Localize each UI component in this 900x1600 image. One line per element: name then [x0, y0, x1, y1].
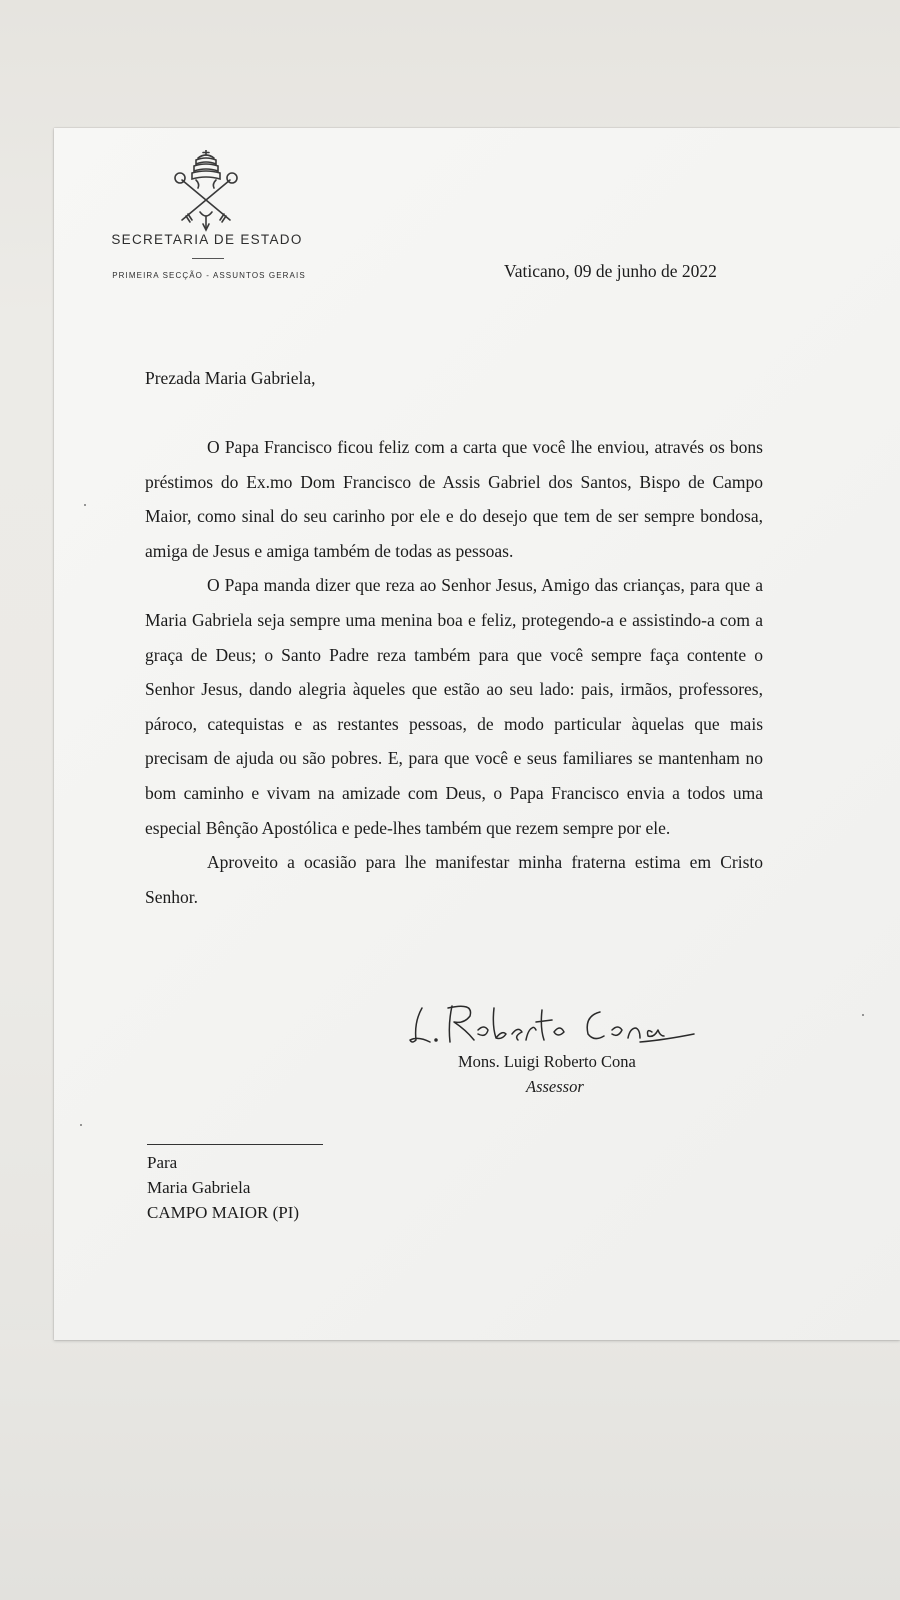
letterhead-divider	[192, 258, 224, 259]
papal-coat-of-arms-icon	[170, 150, 242, 232]
paragraph-1: O Papa Francisco ficou feliz com a carta que você lhe enviou, através os bons préstimos do Ex.mo Dom Francisco de Assis Gabriel dos Santos, Bispo de Campo Maior, como sinal do seu carinho por ele e do desejo que tem de ser sempre bondosa, amiga de Jesus e amiga também de todas as pessoas.	[145, 437, 763, 561]
letterhead-section: PRIMEIRA SECÇÃO - ASSUNTOS GERAIS	[112, 271, 306, 280]
recipient-block	[147, 1150, 299, 1225]
letter-body	[145, 430, 763, 914]
handwritten-signature	[408, 1000, 698, 1060]
paragraph-3: Aproveito a ocasião para lhe manifestar minha fraterna estima em Cristo Senhor.	[145, 852, 763, 907]
paper-speck	[80, 1124, 82, 1126]
table-surface	[0, 1330, 900, 1600]
paper-speck	[862, 1014, 864, 1016]
letter-date: Vaticano, 09 de junho de 2022	[504, 261, 717, 281]
salutation: Prezada Maria Gabriela,	[145, 368, 316, 388]
letterhead-office: SECRETARIA DE ESTADO	[111, 232, 303, 247]
paragraph-2: O Papa manda dizer que reza ao Senhor Jesus, Amigo das crianças, para que a Maria Gabriela seja sempre uma menina boa e feliz, protegendo-a e assistindo-a com a graça de Deus; o Santo Padre reza também para que você sempre faça contente o Senhor Jesus, dando alegria àqueles que estão ao seu lado: pais, irmãos, professores, pároco, catequistas e as restantes pessoas, de modo particular àquelas que mais precisam de ajuda ou são pobres. E, para que você e seus familiares se mantenham no bom caminho e vivam na amizade com Deus, o Papa Francisco envia a todos uma especial Bênção Apostólica e pede-lhes também que rezem sempre por ele.	[145, 575, 763, 838]
paper-speck	[84, 504, 86, 506]
signer-name: Mons. Luigi Roberto Cona	[458, 1052, 636, 1071]
recipient-name: Maria Gabriela	[147, 1178, 251, 1197]
recipient-divider	[147, 1144, 323, 1145]
recipient-label: Para	[147, 1153, 178, 1172]
signer-title: Assessor	[526, 1077, 584, 1096]
recipient-place: CAMPO MAIOR (PI)	[147, 1203, 300, 1222]
